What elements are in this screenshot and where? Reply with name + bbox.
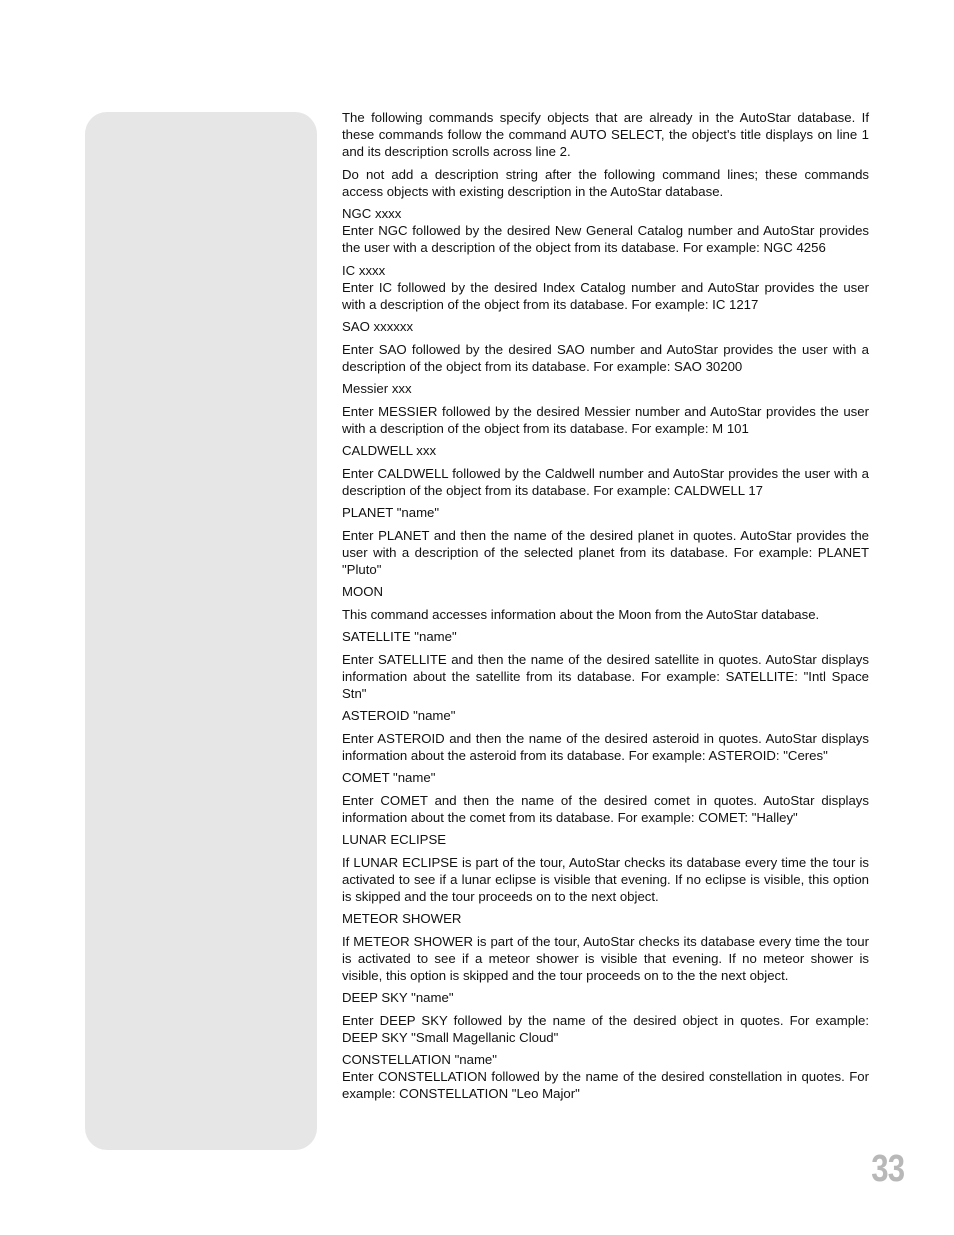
command-meteor-shower-heading: METEOR SHOWER [342,911,462,926]
command-sao-heading: SAO xxxxxx [342,319,414,334]
main-content [342,109,869,1108]
command-ngc-heading: NGC xxxx [342,206,402,221]
command-moon-heading: MOON [342,584,384,599]
command-constellation-description: Enter CONSTELLATION followed by the name of the desired constellation in quotes. For example: CONSTELLATION "Leo Major" [342,1069,869,1101]
intro-paragraph-2: Do not add a description string after the following command lines; these commands access objects with existing description in the AutoStar database. [342,166,869,199]
command-satellite-heading: SATELLITE "name" [342,629,457,644]
command-ngc-description: Enter NGC followed by the desired New General Catalog number and AutoStar provides the user with a description of the object from its database. For example: NGC 4256 [342,223,869,255]
command-comet-heading: COMET "name" [342,770,436,785]
command-comet-description: Enter COMET and then the name of the desired comet in quotes. AutoStar displays information about the comet from its database. For example: COMET: "Halley" [342,792,869,825]
page-number: 33 [870,1148,904,1190]
command-constellation-heading: CONSTELLATION "name" [342,1052,497,1067]
command-lunar-eclipse-heading: LUNAR ECLIPSE [342,832,447,847]
command-asteroid-description: Enter ASTEROID and then the name of the desired asteroid in quotes. AutoStar displays information about the asteroid from its database. For example: ASTEROID: "Ceres" [342,730,869,763]
intro-paragraph-1: The following commands specify objects that are already in the AutoStar database. If these commands follow the command AUTO SELECT, the object's title displays on line 1 and its description scrolls across line 2. [342,110,869,159]
command-messier-description: Enter MESSIER followed by the desired Messier number and AutoStar provides the user with a description of the object from its database. For example: M 101 [342,403,869,436]
command-meteor-shower-description: If METEOR SHOWER is part of the tour, AutoStar checks its database every time the tour is activated to see if a meteor shower is visible that evening. If no meteor shower is visible, this option is skipped and the tour proceeds on to the the next object. [342,933,869,983]
command-asteroid-heading: ASTEROID "name" [342,708,456,723]
command-caldwell-heading: CALDWELL xxx [342,443,437,458]
command-caldwell-description: Enter CALDWELL followed by the Caldwell number and AutoStar provides the user with a description of the object from its database. For example: CALDWELL 17 [342,465,869,498]
command-messier-heading: Messier xxx [342,381,412,396]
sidebar-panel [85,112,317,1150]
command-ic-description: Enter IC followed by the desired Index Catalog number and AutoStar provides the user with a description of the object from its database. For example: IC 1217 [342,279,869,312]
command-deep-sky-heading: DEEP SKY "name" [342,990,454,1005]
command-lunar-eclipse-description: If LUNAR ECLIPSE is part of the tour, AutoStar checks its database every time the tour is activated to see if a lunar eclipse is visible that evening. If no eclipse is visible, this option is skipped and the tour proceeds on to the next object. [342,854,869,904]
command-deep-sky-description: Enter DEEP SKY followed by the name of the desired object in quotes. For example: DEEP SKY "Small Magellanic Cloud" [342,1012,869,1045]
command-planet-heading: PLANET "name" [342,505,440,520]
command-ic-heading: IC xxxx [342,262,386,278]
command-sao-description: Enter SAO followed by the desired SAO number and AutoStar provides the user with a description of the object from its database. For example: SAO 30200 [342,341,869,374]
command-satellite-description: Enter SATELLITE and then the name of the desired satellite in quotes. AutoStar displays information about the satellite from its database. For example: SATELLITE: "Intl Space Stn" [342,651,869,701]
command-planet-description: Enter PLANET and then the name of the desired planet in quotes. AutoStar provides the user with a description of the selected planet from its database. For example: PLANET "Pluto" [342,527,869,577]
command-moon-description: This command accesses information about the Moon from the AutoStar database. [342,606,820,622]
